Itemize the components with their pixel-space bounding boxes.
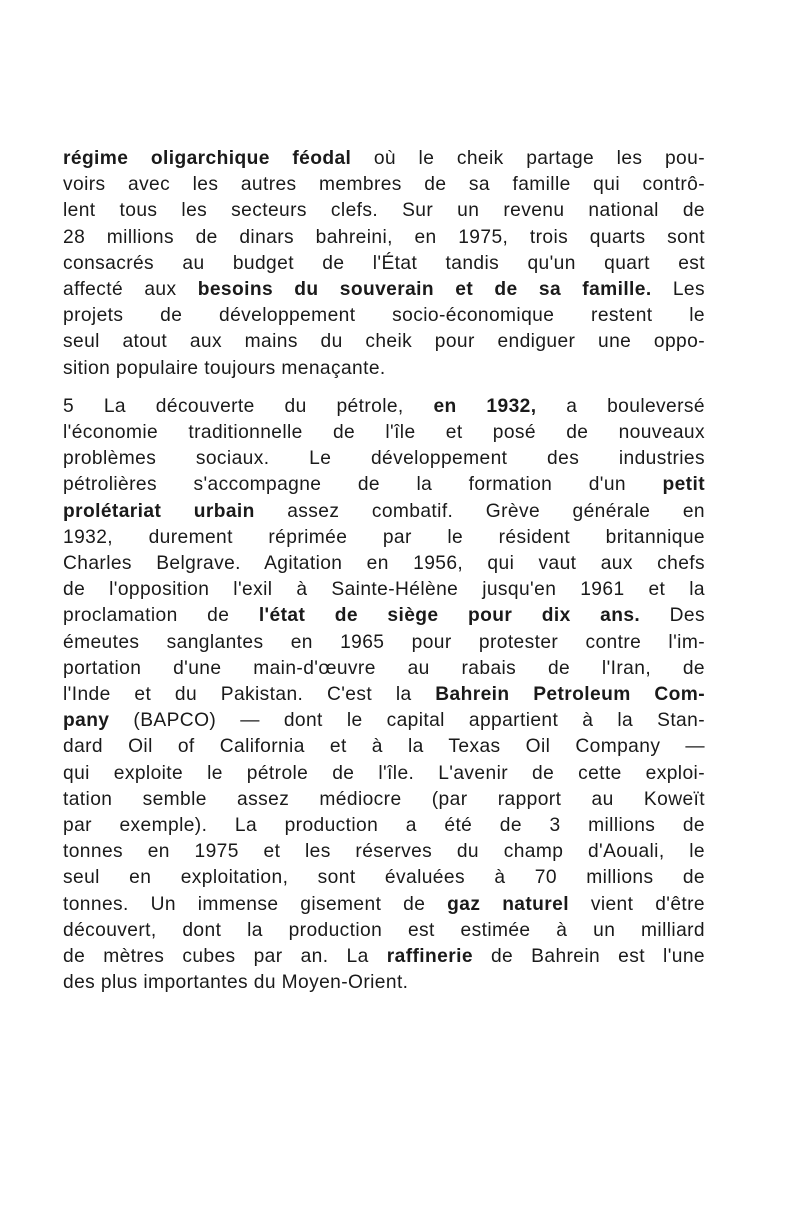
text-run: a bouleversé (536, 395, 705, 417)
text-line (63, 577, 705, 603)
bold-text: prolétariat urbain (63, 500, 255, 522)
text-line (63, 394, 705, 420)
text-run: seul en exploitation, sont évaluées à 70 millions de (63, 867, 705, 889)
text-run: l'économie traditionnelle de l'île et posé de nouveaux (63, 422, 705, 444)
text-run: Les (651, 279, 705, 301)
text-run: affecté aux (63, 279, 198, 301)
text-line (63, 225, 705, 251)
text-line (63, 356, 705, 382)
bold-text: petit (662, 474, 705, 496)
text-run: Charles Belgrave. Agitation en 1956, qui vaut aux chefs (63, 553, 705, 575)
text-line (63, 892, 705, 918)
text-run: dard Oil of California et à la Texas Oil Company — (63, 736, 705, 758)
text-line (63, 630, 705, 656)
text-line (63, 446, 705, 472)
text-run: 5 La découverte du pétrole, (63, 395, 434, 417)
text-run: proclamation de (63, 605, 259, 627)
bold-text: pany (63, 710, 110, 732)
text-run: de mètres cubes par an. La (63, 946, 387, 968)
text-line (63, 944, 705, 970)
text-line (63, 251, 705, 277)
text-run: lent tous les secteurs clefs. Sur un revenu national de (63, 200, 705, 222)
text-run: 1932, durement réprimée par le résident britannique (63, 526, 705, 548)
text-run: vient d'être (568, 893, 705, 915)
text-run: sition populaire toujours menaçante. (63, 357, 386, 379)
text-line (63, 303, 705, 329)
text-run: de l'opposition l'exil à Sainte-Hélène jusqu'en 1961 et la (63, 579, 705, 601)
text-run: problèmes sociaux. Le développement des industries (63, 448, 705, 470)
text-line (63, 918, 705, 944)
text-line (63, 472, 705, 498)
text-line (63, 656, 705, 682)
text-line (63, 865, 705, 891)
text-line (63, 839, 705, 865)
text-run: tonnes. Un immense gisement de (63, 893, 448, 915)
bold-text: régime oligarchique féodal (63, 148, 352, 169)
text-run: Des (640, 605, 705, 627)
paragraph-oil-discovery (63, 394, 705, 997)
text-run: voirs avec les autres membres de sa famille qui contrô- (63, 174, 705, 196)
text-line (63, 146, 705, 172)
text-run: où le cheik partage les pou- (351, 148, 705, 169)
text-run: des plus importantes du Moyen-Orient. (63, 972, 409, 994)
text-run: émeutes sanglantes en 1965 pour protester contre l'im- (63, 631, 705, 653)
bold-text: en 1932, (433, 395, 537, 417)
text-line (63, 761, 705, 787)
text-line (63, 551, 705, 577)
document-page (63, 146, 705, 997)
text-line (63, 172, 705, 198)
text-run: 28 millions de dinars bahreini, en 1975, trois quarts sont (63, 226, 705, 248)
text-run: (BAPCO) — dont le capital appartient à la Stan- (109, 710, 705, 732)
text-run: seul atout aux mains du cheik pour endiguer une oppo- (63, 331, 705, 353)
text-run: qui exploite le pétrole de l'île. L'avenir de cette exploi- (63, 762, 705, 784)
text-run: assez combatif. Grève générale en (254, 500, 705, 522)
text-line (63, 499, 705, 525)
text-run: pétrolières s'accompagne de la formation d'un (63, 474, 663, 496)
text-line (63, 603, 705, 629)
bold-text: raffinerie (386, 946, 473, 968)
text-line (63, 420, 705, 446)
text-run: consacrés au budget de l'État tandis qu'un quart est (63, 252, 705, 274)
text-line (63, 329, 705, 355)
text-line (63, 734, 705, 760)
text-run: tation semble assez médiocre (par rapport au Koweït (63, 788, 705, 810)
text-run: portation d'une main-d'œuvre au rabais de l'Iran, de (63, 657, 705, 679)
text-run: découvert, dont la production est estimée à un milliard (63, 919, 705, 941)
text-line (63, 198, 705, 224)
bold-text: Bahrein Petroleum Com- (435, 684, 706, 706)
bold-text: l'état de siège pour dix ans. (258, 605, 641, 627)
text-run: de Bahrein est l'une (472, 946, 705, 968)
text-line (63, 970, 705, 996)
bold-text: besoins du souverain et de sa famille. (197, 279, 652, 301)
paragraph-oligarchy (63, 146, 705, 382)
text-line (63, 682, 705, 708)
text-line (63, 787, 705, 813)
text-run: tonnes en 1975 et les réserves du champ d'Aouali, le (63, 841, 705, 863)
text-line (63, 813, 705, 839)
text-run: l'Inde et du Pakistan. C'est la (63, 684, 436, 706)
text-run: projets de développement socio-économique restent le (63, 305, 705, 327)
text-line (63, 708, 705, 734)
text-line (63, 525, 705, 551)
bold-text: gaz naturel (447, 893, 569, 915)
text-run: par exemple). La production a été de 3 millions de (63, 815, 705, 837)
text-line (63, 277, 705, 303)
